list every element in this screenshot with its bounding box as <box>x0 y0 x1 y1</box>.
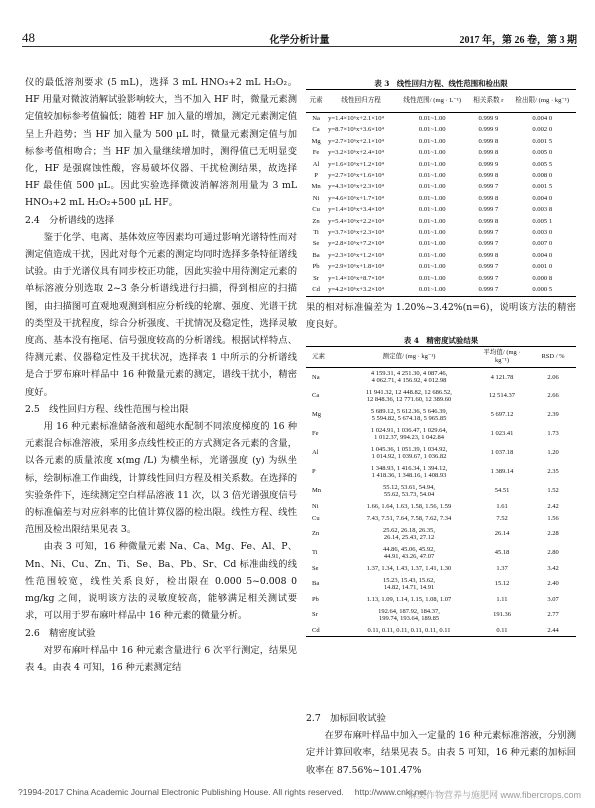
element-cell: Mn <box>312 487 322 495</box>
equation-cell: y=4.3×10⁶x+2.3×10⁴ <box>328 183 384 191</box>
right-text-bottom <box>306 710 576 779</box>
table3-row <box>306 284 576 296</box>
table4 <box>306 346 576 637</box>
measured-line-1: 7.43, 7.51, 7.64, 7.58, 7.62, 7.34 <box>366 514 452 522</box>
mean-cell: 7.52 <box>496 514 508 522</box>
lod-cell: 0.003 0 <box>532 229 553 237</box>
mean-cell: 1 389.14 <box>490 468 514 476</box>
range-cell: 0.01~1.00 <box>418 160 446 168</box>
measured-line-1: 1 348.93, 1 416.34, 1 394.12, <box>370 464 448 472</box>
mean-cell: 1.61 <box>496 502 508 510</box>
measured-line-1: 0.11, 0.11, 0.11, 0.11, 0.11, 0.11 <box>367 626 451 634</box>
table3-row <box>306 124 576 135</box>
range-cell: 0.01~1.00 <box>418 206 446 214</box>
mean-cell: 15.12 <box>494 580 510 588</box>
measured-values-cell <box>344 625 474 637</box>
lod-cell: 0.004 0 <box>532 115 553 122</box>
rsd-cell: 1.56 <box>547 514 559 522</box>
lod-cell: 0.008 0 <box>532 172 553 180</box>
lod-cell: 0.000 5 <box>508 284 576 296</box>
element-cell: Se <box>312 564 319 572</box>
table4-row <box>306 444 576 463</box>
measured-line-1: 25.62, 26.18, 26.35, <box>383 526 435 534</box>
table3-row <box>306 159 576 170</box>
mean-cell: 12 514.37 <box>489 392 515 400</box>
measured-values-cell <box>344 406 474 425</box>
measured-line-1: 1.37, 1.34, 1.43, 1.37, 1.41, 1.30 <box>366 564 452 572</box>
range-cell: 0.01~1.00 <box>418 149 446 157</box>
rsd-cell: 2.06 <box>547 373 559 381</box>
equation-cell: y=2.8×10⁶x+7.2×10⁴ <box>328 240 384 248</box>
element-cell: Zn <box>312 530 320 538</box>
equation-cell: y=5.4×10⁶x+2.2×10⁴ <box>328 217 384 225</box>
mean-cell: 45.18 <box>494 549 510 557</box>
range-cell: 0.01~1.00 <box>418 172 446 180</box>
lod-cell: 0.004 0 <box>532 194 553 202</box>
element-cell: Al <box>312 160 320 168</box>
r-cell: 0.999 8 <box>478 149 499 157</box>
measured-line-2: 4 062.71, 4 156.92, 4 012.98 <box>371 377 447 385</box>
section-heading-2-5: 2.5 线性回归方程、线性范围与检出限 <box>25 403 189 415</box>
measured-values-cell <box>344 606 474 625</box>
r-cell: 0.999 7 <box>478 274 499 282</box>
element-cell: Ba <box>312 580 320 588</box>
paragraph: 仪的最低溶剂要求 (5 mL)，选择 3 mL HNO₃+2 mL H₂O₂。HF 用量对微波消解试验影响较大，当不加入 HF 时，微量元素测定值较加标参考值偏低；随着 HF 加入量的增加，测定元素测定值呈上升趋势；当 HF 加入量为 500 μL 时，微量元素测定值与加标参考值相吻合；当 HF 加入量继续增加时，测得值已无明显变化，HF 是强腐蚀性酸，容易破坏仪器、干扰检测结果，故选择 HF 最佳值 500 μL。因此实验选择微波消解溶剂用量为 3 mL HNO₃+2 mL H₂O₂+500 μL HF。 <box>25 77 297 209</box>
measured-values-cell <box>344 387 474 406</box>
measured-line-2: 44.91, 43.26, 47.07 <box>383 553 435 560</box>
table4-header: 测定值/ (mg · kg⁻¹) <box>344 347 474 368</box>
measured-values-cell <box>344 525 474 544</box>
mean-cell: 4 121.78 <box>490 373 514 381</box>
equation-cell: y=4.6×10⁶x+1.7×10⁴ <box>328 194 384 202</box>
equation-cell: y=1.4×10⁶x+2.1×10⁴ <box>328 115 384 122</box>
table4-row <box>306 575 576 594</box>
section-heading-2-4: 2.4 分析谱线的选择 <box>25 214 115 226</box>
element-cell: Mn <box>311 183 321 191</box>
element-cell: Na <box>312 373 320 381</box>
rsd-cell: 2.35 <box>547 468 559 476</box>
element-cell: Pb <box>312 263 320 271</box>
element-cell: P <box>312 468 316 476</box>
rsd-cell: 1.52 <box>547 487 559 495</box>
range-cell: 0.01~1.00 <box>418 194 446 202</box>
table4-row <box>306 525 576 544</box>
equation-cell: y=1.4×10⁶x+8.7×10⁴ <box>328 274 384 282</box>
r-cell: 0.999 8 <box>478 172 499 180</box>
element-cell: P <box>314 172 318 180</box>
rsd-cell: 2.44 <box>530 625 576 637</box>
table3-row <box>306 204 576 215</box>
section-heading-2-6: 2.6 精密度试验 <box>25 627 96 639</box>
table4-row <box>306 625 576 637</box>
measured-line-1: 4 159.31, 4 251.30, 4 087.46, <box>370 369 448 377</box>
element-cell: Pb <box>312 595 319 603</box>
element-cell: Fe <box>312 430 319 438</box>
table4-header: 元素 <box>306 347 344 368</box>
right-text-top <box>306 299 576 333</box>
mean-cell: 1 023.41 <box>490 430 514 438</box>
rsd-cell: 2.80 <box>547 549 559 557</box>
issue-info: 2017 年，第 26 卷，第 3 期 <box>459 35 577 46</box>
mean-cell: 1.37 <box>496 564 508 572</box>
paragraph: 由表 3 可知，16 种微量元素 Na、Ca、Mg、Fe、Al、P、Mn、Ni、Cu、Zn、Ti、Se、Ba、Pb、Sr、Cd 标准曲线的线性范围较宽，线性关系良好，检出限在 0.000 5~0.008 0 mg/kg 之间，说明该方法的灵敏度较高，能够满足相关测试要求，可以用于罗布麻叶样品中 16 种元素的微量分析。 <box>25 541 297 622</box>
r-cell: 0.999 7 <box>478 263 499 271</box>
mean-cell: 54.51 <box>494 487 510 495</box>
range-cell: 0.01~1.00 <box>418 274 446 282</box>
paragraph: 在罗布麻叶样品中加入一定量的 16 种元素标准溶液，分别测定并计算回收率，结果见表 5。由表 5 可知，16 种元素的加标回收率在 87.56%~101.47% <box>306 730 576 776</box>
table3-row <box>306 136 576 147</box>
element-cell: Sr <box>313 274 319 282</box>
range-cell: 0.01~1.00 <box>418 115 446 122</box>
equation-cell: y=3.7×10⁶x+2.3×10⁴ <box>328 229 384 237</box>
table3-block <box>306 78 576 297</box>
element-cell: Zn <box>312 217 320 225</box>
table3 <box>306 89 576 297</box>
table3-header: 相关系数 r <box>468 90 508 113</box>
rsd-cell: 2.28 <box>547 530 559 538</box>
range-cell: 0.01~1.00 <box>418 240 446 248</box>
rsd-cell: 3.42 <box>547 564 559 572</box>
r-cell: 0.999 7 <box>468 284 508 296</box>
rsd-cell: 2.77 <box>547 611 559 619</box>
table4-caption: 表 4 精密度试验结果 <box>403 336 479 345</box>
measured-values-cell <box>344 575 474 594</box>
paragraph: 果的相对标准偏差为 1.20%~3.42%(n=6)，说明该方法的精密度良好。 <box>306 302 576 331</box>
measured-values-cell <box>344 463 474 482</box>
table3-row <box>306 181 576 192</box>
journal-title: 化学分析计量 <box>269 35 330 46</box>
r-cell: 0.999 7 <box>478 183 499 191</box>
element-cell: Ca <box>312 392 320 400</box>
measured-line-1: 1 024.91, 1 036.47, 1 029.64, <box>370 426 448 434</box>
measured-values-cell <box>344 563 474 575</box>
equation-cell: y=2.7×10⁶x+2.1×10⁴ <box>328 137 384 145</box>
table3-header: 线性回归方程 <box>326 90 396 113</box>
r-cell: 0.999 8 <box>478 194 499 202</box>
equation-cell: y=8.7×10⁶x+3.6×10⁴ <box>328 126 384 134</box>
element-cell: Cd <box>306 284 326 296</box>
measured-line-2: 5 594.82, 5 674.18, 5 965.85 <box>371 415 447 422</box>
element-cell: Ba <box>312 251 320 259</box>
rsd-cell: 3.07 <box>547 595 559 603</box>
copyright-footer: ?1994-2017 China Academic Journal Electronic Publishing House. All rights reserved. http://www.cnki.net <box>18 787 427 797</box>
table4-header: 平均值/ (mg · kg⁻¹) <box>474 347 530 368</box>
rsd-cell: 2.40 <box>547 580 559 588</box>
mean-cell: 5 697.12 <box>490 411 514 419</box>
table3-header: 检出限/ (mg · kg⁻¹) <box>508 90 576 113</box>
r-cell: 0.999 8 <box>478 217 499 225</box>
measured-line-2: 1 418.36, 1 348.16, 1 408.93 <box>371 472 447 479</box>
measured-line-1: 15.23, 15.43, 15.62, <box>383 576 435 584</box>
table3-row <box>306 193 576 204</box>
table3-row <box>306 170 576 181</box>
table4-row <box>306 563 576 575</box>
element-cell: Mg <box>312 411 322 419</box>
paragraph: 用 16 种元素标准储备液和超纯水配制不同浓度梯度的 16 种元素混合标准溶液，采用多点线性校正的方式测定各元素的含量，以各元素的质量浓度 x(mg /L) 为横坐标，光谱强度 (y) 为纵坐标，绘制标准工作曲线，计算线性回归方程及相关系数。在选择的实验条件下，连续测定空白样品溶液 11 次，以 3 倍光谱强度信号的标准偏差与对应斜率的比值计算仪器的检出限。线性方程、线性范围及检出限结果见表 3。 <box>25 421 297 536</box>
equation-cell: y=1.6×10⁶x+1.2×10⁴ <box>328 160 384 168</box>
table4-row <box>306 463 576 482</box>
element-cell: Cd <box>306 625 344 637</box>
measured-line-1: 1.13, 1.09, 1.14, 1.15, 1.08, 1.07 <box>366 595 452 603</box>
watermark: 麻类作物营养与施肥网 www.fibercrops.com <box>407 790 581 800</box>
lod-cell: 0.000 8 <box>532 274 553 282</box>
page-number: 48 <box>22 30 35 45</box>
measured-line-1: 1 045.36, 1 051.39, 1 034.92, <box>370 445 448 453</box>
paragraph: 鉴于化学、电离、基体效应等因素均可通过影响光谱特性而对测定值造成干扰，因此对每个元素的测定均同时选择多条特征谱线试验。由于光谱仪具有同步校正功能，因此实验中用待测定元素的单标溶液分别选取 2~3 条分析谱线进行扫描，得到相应的扫描图，由扫描图可直观地观测到相应分析线的轮廓、强度、光谱干扰的类型及干扰程度，综合分析强度、干扰情况及稳定性，选择灵敏度高、基本没有拖尾、信号强度较高的分析谱线。根据试样特点、待测元素、仪器稳定性及干扰状况，选择表 1 中所示的分析谱线是合于罗布麻叶样品中 16 种微量元素的测定，谱线干扰小，精密度好。 <box>25 231 297 398</box>
rsd-cell: 2.39 <box>547 411 559 419</box>
lod-cell: 0.004 0 <box>532 251 553 259</box>
r-cell: 0.999 9 <box>478 126 499 134</box>
equation-cell: y=2.7×10⁶x+1.6×10⁴ <box>328 172 384 180</box>
mean-cell: 191.36 <box>493 611 511 619</box>
rsd-cell: 2.42 <box>547 502 559 510</box>
table3-row <box>306 238 576 249</box>
element-cell: Ti <box>313 229 319 237</box>
element-cell: Ni <box>312 502 319 510</box>
table3-header: 线性范围/ (mg · L⁻¹) <box>396 90 468 113</box>
table4-block <box>306 335 576 637</box>
measured-line-1: 1.66, 1.64, 1.63, 1.58, 1.56, 1.59 <box>366 502 452 510</box>
rsd-cell: 1.20 <box>547 449 559 457</box>
lod-cell: 0.005 0 <box>532 149 553 157</box>
element-cell: Sr <box>312 611 318 619</box>
table4-row <box>306 368 576 387</box>
measured-line-1: 192.64, 187.92, 184.37, <box>378 607 440 615</box>
measured-values-cell <box>344 513 474 525</box>
equation-cell: y=2.9×10⁶x+1.8×10⁴ <box>328 263 384 271</box>
r-cell: 0.999 7 <box>478 240 499 248</box>
page-header <box>22 30 577 47</box>
measured-line-2: 1 014.92, 1 039.67, 1 036.82 <box>371 453 447 460</box>
measured-values-cell <box>344 425 474 444</box>
table4-row <box>306 387 576 406</box>
measured-values-cell <box>344 544 474 563</box>
table4-row <box>306 606 576 625</box>
rsd-cell: 2.66 <box>547 392 559 400</box>
table4-header: RSD / % <box>530 347 576 368</box>
r-cell: 0.999 9 <box>478 160 499 168</box>
measured-values-cell <box>344 368 474 387</box>
equation-cell: y=2.3×10⁶x+1.2×10⁴ <box>328 251 384 259</box>
measured-line-1: 11 941.32, 12 448.82, 12 686.52, <box>366 388 452 396</box>
element-cell: Cu <box>312 514 320 522</box>
element-cell: Na <box>312 115 320 122</box>
measured-line-2: 1 012.37, 994.23, 1 042.84 <box>374 434 444 441</box>
table4-row <box>306 482 576 501</box>
table3-row <box>306 273 576 284</box>
measured-line-2: 12 848.36, 12 771.60, 12 389.60 <box>366 396 452 403</box>
measured-line-2: 199.74, 193.64, 189.85 <box>378 615 440 622</box>
element-cell: Ca <box>312 126 320 134</box>
table3-row <box>306 147 576 158</box>
table3-caption: 表 3 线性回归方程、线性范围和检出限 <box>374 79 508 88</box>
range-cell: 0.01~1.00 <box>418 263 446 271</box>
range-cell: 0.01~1.00 <box>418 137 446 145</box>
element-cell: Ni <box>312 194 320 202</box>
r-cell: 0.999 9 <box>478 115 499 122</box>
table4-row <box>306 513 576 525</box>
element-cell: Al <box>312 449 319 457</box>
element-cell: Ti <box>312 549 318 557</box>
measured-line-2: 14.82, 14.71, 14.91 <box>383 584 435 591</box>
table4-row <box>306 501 576 513</box>
lod-cell: 0.001 5 <box>532 137 553 145</box>
lod-cell: 0.005 5 <box>532 160 553 168</box>
measured-values-cell <box>344 444 474 463</box>
left-column <box>25 74 297 676</box>
table4-row <box>306 425 576 444</box>
measured-line-1: 44.86, 45.06, 45.92, <box>383 545 435 553</box>
mean-cell: 0.11 <box>474 625 530 637</box>
lod-cell: 0.001 5 <box>532 183 553 191</box>
lod-cell: 0.003 8 <box>532 206 553 214</box>
measured-values-cell <box>344 482 474 501</box>
equation-cell: y=4.2×10⁶x+3.2×10⁴ <box>326 284 396 296</box>
range-cell: 0.01~1.00 <box>418 183 446 191</box>
measured-values-cell <box>344 501 474 513</box>
r-cell: 0.999 8 <box>478 137 499 145</box>
lod-cell: 0.005 1 <box>532 217 553 225</box>
table3-row <box>306 216 576 227</box>
measured-line-1: 5 689.12, 5 612.36, 5 646.39, <box>370 407 448 415</box>
r-cell: 0.999 7 <box>478 206 499 214</box>
equation-cell: y=3.2×10⁶x+2.4×10⁴ <box>328 149 384 157</box>
table4-row <box>306 406 576 425</box>
equation-cell: y=1.4×10⁶x+3.4×10⁴ <box>328 206 384 214</box>
table4-row <box>306 544 576 563</box>
measured-line-2: 26.14, 25.43, 27.12 <box>383 534 435 541</box>
mean-cell: 1 037.18 <box>490 449 514 457</box>
table3-row <box>306 227 576 238</box>
table3-row <box>306 113 576 125</box>
range-cell: 0.01~1.00 <box>396 284 468 296</box>
table3-row <box>306 261 576 272</box>
measured-values-cell <box>344 594 474 606</box>
rsd-cell: 1.73 <box>547 430 559 438</box>
element-cell: Fe <box>312 149 320 157</box>
mean-cell: 26.14 <box>494 530 510 538</box>
table3-row <box>306 250 576 261</box>
range-cell: 0.01~1.00 <box>418 251 446 259</box>
lod-cell: 0.007 0 <box>532 240 553 248</box>
range-cell: 0.01~1.00 <box>418 217 446 225</box>
r-cell: 0.999 8 <box>478 251 499 259</box>
r-cell: 0.999 7 <box>478 229 499 237</box>
mean-cell: 1.11 <box>496 595 508 603</box>
range-cell: 0.01~1.00 <box>418 229 446 237</box>
element-cell: Mg <box>311 137 321 145</box>
range-cell: 0.01~1.00 <box>418 126 446 134</box>
table3-header: 元素 <box>306 90 326 113</box>
element-cell: Cu <box>312 206 320 214</box>
element-cell: Se <box>312 240 320 248</box>
table4-row <box>306 594 576 606</box>
section-heading-2-7: 2.7 加标回收试验 <box>306 713 386 724</box>
paragraph: 对罗布麻叶样品中 16 种元素含量进行 6 次平行测定，结果见表 4。由表 4 可知，16 种元素测定结 <box>25 644 297 673</box>
measured-line-2: 55.62, 53.73, 54.04 <box>383 491 435 498</box>
lod-cell: 0.002 0 <box>532 126 553 134</box>
lod-cell: 0.001 0 <box>532 263 553 271</box>
measured-line-1: 55.12, 53.61, 54.94, <box>383 483 435 491</box>
